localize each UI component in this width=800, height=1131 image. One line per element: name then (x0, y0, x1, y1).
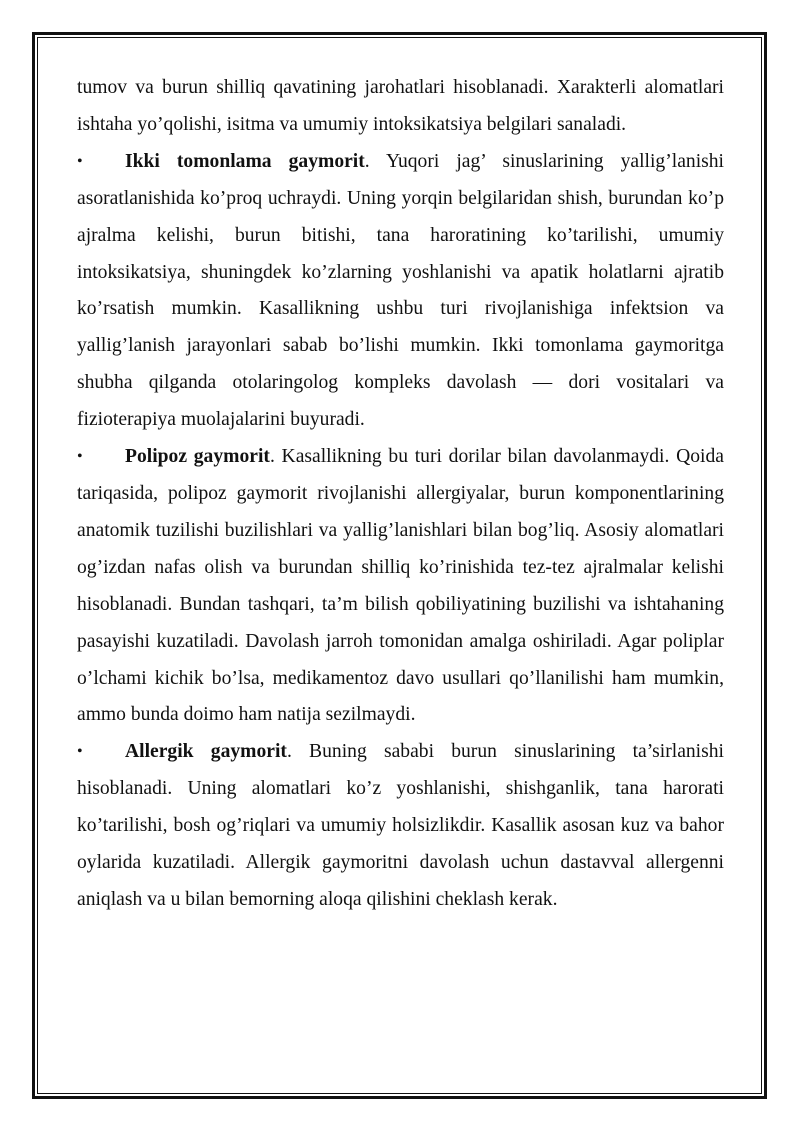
bullet-icon: • (77, 152, 83, 170)
list-item-title: Ikki tomonlama gaymorit (125, 150, 365, 172)
list-item-title: Polipoz gaymorit (125, 446, 270, 468)
intro-paragraph: tumov va burun shilliq qavatining jarohatlari hisoblanadi. Xarakterli alomatlari ishtaha yo’qolishi, isitma va umumiy intoksikatsiya belgilari sanaladi. (77, 77, 724, 135)
list-item-polipoz (77, 439, 724, 734)
list-item-allergik (77, 734, 724, 919)
bullet-icon: • (77, 743, 83, 761)
list-item-text: . Buning sababi burun sinuslarining ta’sirlanishi hisoblanadi. Uning alomatlari ko’z yoshlanishi, shishganlik, tana harorati ko’tarilishi, bosh og’riqlari va umumiy holsizlikdir. Kasallik asosan kuz va bahor oylarida kuzatiladi. Allergik gaymoritni davolash uchun dastavval allergenni aniqlash va u bilan bemorning aloqa qilishini cheklash kerak. (77, 741, 724, 910)
list-item-ikki-tomonlama (77, 144, 724, 439)
document-body (77, 70, 724, 919)
list-item-text: . Yuqori jag’ sinuslarining yallig’lanishi asoratlanishida ko’proq uchraydi. Uning yorqin belgilaridan shish, burundan ko’p ajralma kelishi, burun bitishi, tana haroratining ko’tarilishi, umumiy intoksikatsiya, shuningdek ko’zlarning yoshlanishi va apatik holatlarni ajratib ko’rsatish mumkin. Kasallikning ushbu turi rivojlanishiga infektsion va yallig’lanish jarayonlari sabab bo’lishi mumkin. Ikki tomonlama gaymoritga shubha qilganda otolaringolog kompleks davolash — dori vositalari va fizioterapiya muolajalarini buyuradi. (77, 150, 725, 431)
list-item-title: Allergik gaymorit (125, 741, 287, 763)
list-item-text: . Kasallikning bu turi dorilar bilan davolanmaydi. Qoida tariqasida, polipoz gaymorit rivojlanishi allergiyalar, burun komponentlarining anatomik tuzilishi buzilishlari va yallig’lanishlari bilan bog’liq. Asosiy alomatlari og’izdan nafas olish va burundan shilliq ko’rinishida tez-tez ajralmalar kelishi hisoblanadi. Bundan tashqari, ta’m bilish qobiliyatining buzilishi va ishtahaning pasayishi kuzatiladi. Davolash jarroh tomonidan amalga oshiriladi. Agar poliplar o’lchami kichik bo’lsa, medikamentoz davo usullari qo’llanilishi ham mumkin, ammo bunda doimo ham natija sezilmaydi. (77, 446, 724, 726)
bullet-icon: • (77, 448, 83, 466)
